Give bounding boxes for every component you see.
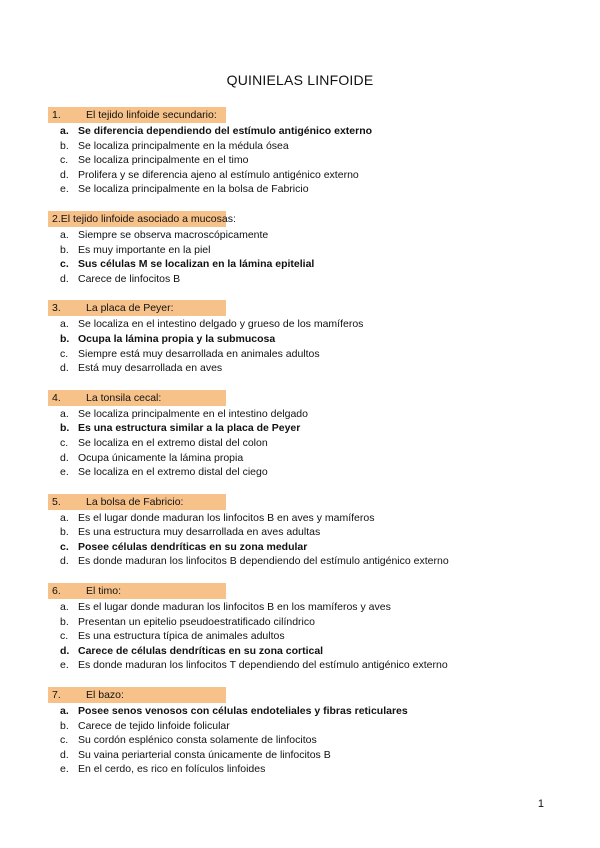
- option-text: Es muy importante en la piel: [78, 243, 211, 256]
- option-item: [48, 762, 568, 777]
- option-text: Se localiza principalmente en el timo: [78, 154, 249, 167]
- question-number: 7.: [52, 689, 61, 702]
- option-text: Sus células M se localizan en la lámina epitelial: [78, 258, 315, 271]
- option-letter: c.: [60, 540, 69, 553]
- option-letter: b.: [60, 719, 69, 732]
- option-text: Carece de células dendríticas en su zona cortical: [78, 644, 324, 657]
- option-text: Ocupa la lámina propia y la submucosa: [78, 332, 276, 345]
- option-list: [48, 511, 568, 569]
- option-letter: a.: [60, 705, 69, 718]
- option-letter: d.: [60, 748, 69, 761]
- question-text: El tejido linfoide asociado a mucosas:: [60, 212, 236, 225]
- question-list: [48, 107, 568, 791]
- question-block: [48, 687, 568, 777]
- option-text: Es una estructura similar a la placa de Peyer: [78, 422, 301, 435]
- option-item: [48, 182, 568, 197]
- option-letter: c.: [60, 630, 69, 643]
- question-block: [48, 494, 568, 569]
- option-text: Siempre se observa macroscópicamente: [78, 228, 269, 241]
- option-letter: e.: [60, 183, 69, 196]
- question-block: [48, 211, 568, 286]
- question-heading: [48, 211, 236, 227]
- option-letter: a.: [60, 318, 69, 331]
- option-letter: b.: [60, 526, 69, 539]
- option-item-correct: [48, 644, 568, 659]
- question-heading: [48, 390, 226, 406]
- option-item: [48, 719, 568, 734]
- option-item: [48, 451, 568, 466]
- option-text: Posee senos venosos con células endoteliales y fibras reticulares: [78, 705, 408, 718]
- option-letter: b.: [60, 243, 69, 256]
- question-number: 1.: [52, 109, 61, 121]
- option-item: [48, 511, 568, 526]
- question-block: [48, 300, 568, 375]
- option-letter: a.: [60, 125, 69, 137]
- option-letter: e.: [60, 763, 69, 776]
- option-item: [48, 554, 568, 569]
- option-item-correct: [48, 332, 568, 347]
- question-block: [48, 107, 568, 197]
- option-letter: d.: [60, 362, 69, 375]
- option-item: [48, 658, 568, 673]
- option-text: En el cerdo, es rico en folículos linfoides: [78, 763, 266, 776]
- option-text: Su vaina periarterial consta únicamente de linfocitos B: [78, 748, 331, 761]
- question-block: [48, 583, 568, 673]
- option-item-correct: [48, 704, 568, 719]
- option-text: Se localiza principalmente en la médula ósea: [78, 139, 289, 152]
- option-item: [48, 272, 568, 287]
- option-letter: c.: [60, 436, 69, 449]
- question-heading: [48, 494, 226, 510]
- question-block: [48, 390, 568, 480]
- option-letter: b.: [60, 139, 69, 152]
- option-text: Está muy desarrollada en aves: [78, 362, 223, 375]
- option-text: Se localiza en el extremo distal del colon: [78, 436, 268, 449]
- option-item: [48, 629, 568, 644]
- option-item: [48, 168, 568, 183]
- option-letter: d.: [60, 555, 69, 568]
- option-letter: d.: [60, 451, 69, 464]
- option-text: Ocupa únicamente la lámina propia: [78, 451, 244, 464]
- option-item: [48, 525, 568, 540]
- option-text: Siempre está muy desarrollada en animales adultos: [78, 347, 320, 360]
- question-number: 2.: [52, 212, 61, 225]
- question-text: La tonsila cecal:: [86, 391, 162, 404]
- option-text: Se localiza principalmente en el intestino delgado: [78, 407, 308, 420]
- option-item: [48, 407, 568, 422]
- page-number: 1: [537, 798, 544, 810]
- option-letter: d.: [60, 644, 70, 657]
- option-list: [48, 228, 568, 286]
- option-item: [48, 600, 568, 615]
- option-text: Se localiza en el extremo distal del ciego: [78, 466, 268, 479]
- option-item: [48, 243, 568, 258]
- option-text: Se localiza principalmente en la bolsa de Fabricio: [78, 183, 309, 196]
- option-text: Prolifera y se diferencia ajeno al estímulo antigénico externo: [78, 168, 359, 181]
- question-text: El bazo:: [86, 689, 124, 702]
- question-heading: [48, 300, 226, 316]
- page-title: QUINIELAS LINFOIDE: [226, 72, 374, 88]
- option-letter: a.: [60, 407, 69, 420]
- question-number: 3.: [52, 302, 61, 315]
- option-letter: d.: [60, 272, 69, 285]
- option-list: [48, 407, 568, 480]
- option-text: Carece de linfocitos B: [78, 272, 181, 285]
- option-letter: e.: [60, 659, 69, 672]
- option-list: [48, 704, 568, 777]
- option-text: Es donde maduran los linfocitos T dependiendo del estímulo antigénico externo: [78, 659, 448, 672]
- option-item-correct: [48, 540, 568, 555]
- option-text: Su cordón esplénico consta solamente de linfocitos: [78, 734, 317, 747]
- option-item: [48, 733, 568, 748]
- question-heading: [48, 687, 226, 703]
- option-item: [48, 347, 568, 362]
- option-item-correct: [48, 257, 568, 272]
- option-letter: c.: [60, 154, 69, 167]
- option-text: Es el lugar donde maduran los linfocitos B en los mamíferos y aves: [78, 601, 391, 614]
- option-text: Es el lugar donde maduran los linfocitos B en aves y mamíferos: [78, 511, 375, 524]
- option-item-correct: [48, 421, 568, 436]
- option-item: [48, 615, 568, 630]
- question-text: El timo:: [86, 585, 122, 598]
- option-item: [48, 436, 568, 451]
- option-list: [48, 600, 568, 673]
- option-item-correct: [48, 124, 568, 139]
- option-letter: b.: [60, 332, 70, 345]
- option-letter: c.: [60, 347, 69, 360]
- option-letter: b.: [60, 615, 69, 628]
- option-text: Presentan un epitelio pseudoestratificado cilíndrico: [78, 615, 315, 628]
- option-text: Es una estructura típica de animales adultos: [78, 630, 285, 643]
- option-item: [48, 153, 568, 168]
- option-item: [48, 317, 568, 332]
- question-number: 4.: [52, 391, 61, 404]
- question-number: 6.: [52, 585, 61, 598]
- option-letter: a.: [60, 601, 69, 614]
- option-letter: d.: [60, 168, 69, 181]
- option-text: Carece de tejido linfoide folicular: [78, 719, 230, 732]
- question-text: La bolsa de Fabricio:: [86, 495, 184, 508]
- option-text: Se localiza en el intestino delgado y grueso de los mamíferos: [78, 318, 364, 331]
- option-text: Se diferencia dependiendo del estímulo antigénico externo: [78, 125, 373, 137]
- option-text: Posee células dendríticas en su zona medular: [78, 540, 308, 553]
- question-text: La placa de Peyer:: [86, 302, 174, 315]
- option-list: [48, 317, 568, 375]
- option-item: [48, 465, 568, 480]
- option-letter: c.: [60, 734, 69, 747]
- option-text: Es una estructura muy desarrollada en aves adultas: [78, 526, 321, 539]
- option-letter: b.: [60, 422, 70, 435]
- option-letter: c.: [60, 258, 69, 271]
- option-letter: a.: [60, 228, 69, 241]
- option-item: [48, 228, 568, 243]
- option-letter: e.: [60, 466, 69, 479]
- question-heading: [48, 583, 226, 599]
- option-list: [48, 124, 568, 197]
- option-item: [48, 748, 568, 763]
- question-text: El tejido linfoide secundario:: [86, 109, 217, 121]
- option-text: Es donde maduran los linfocitos B dependiendo del estímulo antigénico externo: [78, 555, 449, 568]
- question-number: 5.: [52, 495, 61, 508]
- question-heading: [48, 107, 226, 123]
- option-item: [48, 139, 568, 154]
- option-item: [48, 361, 568, 376]
- option-letter: a.: [60, 511, 69, 524]
